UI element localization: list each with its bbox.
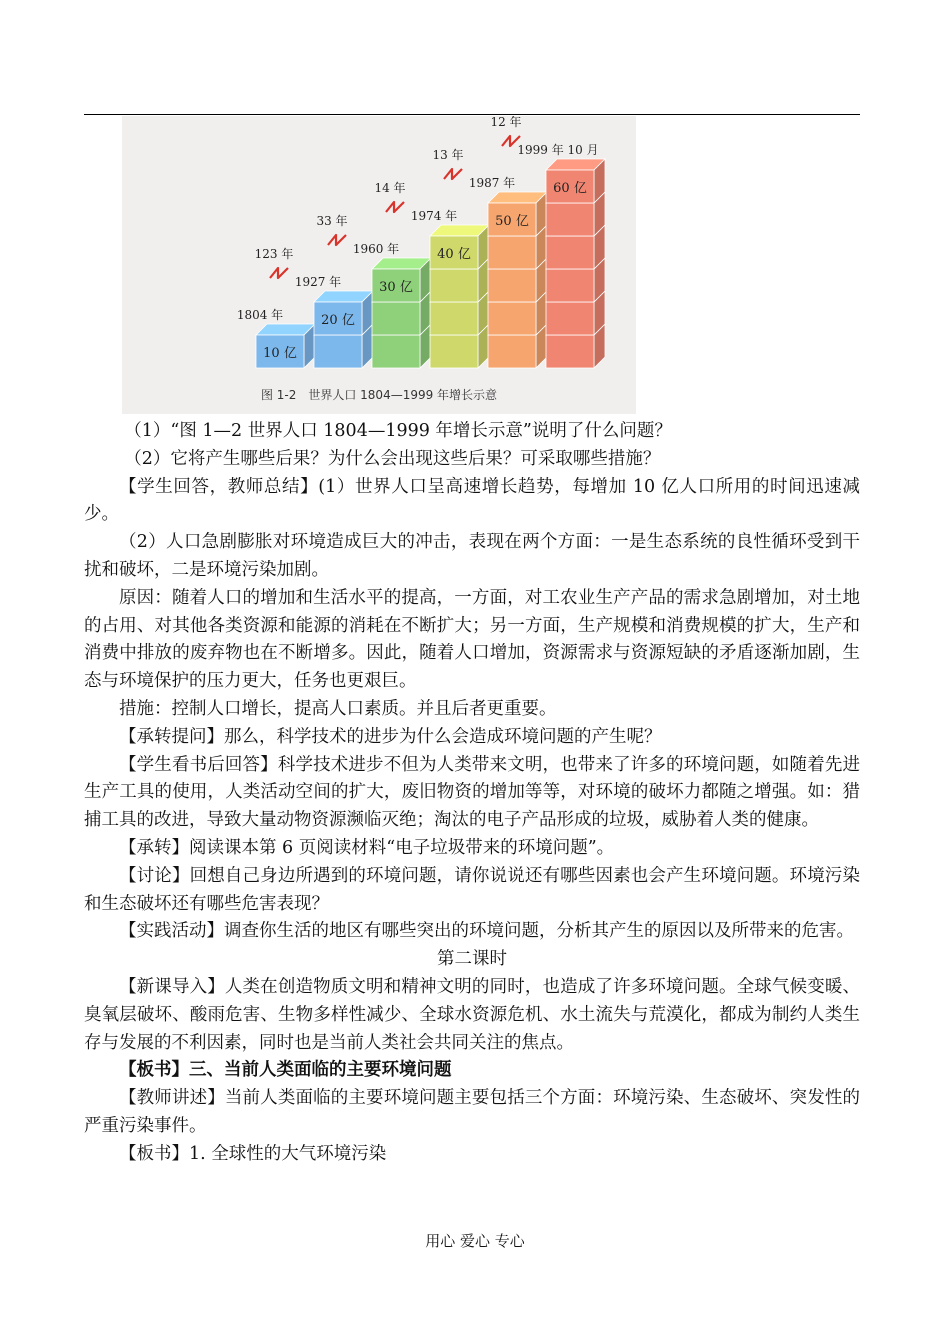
year-label: 1987 年	[468, 176, 516, 190]
block-front	[314, 335, 362, 368]
value-label: 20 亿	[321, 313, 355, 328]
board-heading-3: 【板书】三、当前人类面临的主要环境问题	[119, 1060, 452, 1081]
block-front	[546, 236, 594, 269]
value-label: 60 亿	[553, 181, 587, 196]
block-front	[488, 335, 536, 368]
population-growth-diagram	[122, 116, 636, 414]
block-front	[430, 302, 478, 335]
student-answer: 【学生回答，教师总结】(1）世界人口呈高速增长趋势，每增加 10 亿人口所用的时间迅速减少。	[84, 476, 860, 525]
measures-paragraph: 措施：控制人口增长，提高人口素质。并且后者更重要。	[119, 698, 557, 719]
board-item-1: 【板书】1. 全球性的大气环境污染	[119, 1143, 387, 1164]
question-2: （2）它将产生哪些后果？为什么会出现这些后果？可采取哪些措施？	[124, 448, 661, 469]
zigzag-icon	[270, 268, 288, 278]
new-lesson-intro: 【新课导入】人类在创造物质文明和精神文明的同时，也造成了许多环境问题。全球气候变暖、臭氧层破坏、酸雨危害、生物多样性减少、全球水资源危机、水土流失与荒漠化，都成为制约人类生存与发展的不利因素，同时也是当前人类社会共同关注的焦点。	[84, 976, 860, 1053]
block-front	[430, 269, 478, 302]
header-rule	[84, 114, 860, 115]
student-reading-answer: 【学生看书后回答】科学技术进步不但为人类带来文明，也带来了许多的环境问题，如随着先进生产工具的使用，人类活动空间的扩大，废旧物资的增加等等，对环境的破坏力都随之增强。如：猎捕工具的改进，导致大量动物资源濒临灭绝；淘汰的电子产品形成的垃圾，威胁着人类的健康。	[84, 754, 860, 831]
year-label: 1927 年	[294, 275, 342, 289]
block-front	[488, 236, 536, 269]
block-front	[546, 335, 594, 368]
discussion-paragraph: 【讨论】回想自己身边所遇到的环境问题，请你说说还有哪些因素也会产生环境问题。环境污染和生态破坏还有哪些危害表现？	[84, 865, 860, 914]
block-front	[488, 269, 536, 302]
block-front	[372, 335, 420, 368]
year-label: 1804 年	[236, 308, 284, 322]
section-title: 第二课时	[437, 949, 507, 970]
year-label: 1999 年 10 月	[517, 143, 599, 157]
interval-label: 12 年	[490, 116, 522, 129]
zigzag-icon	[386, 202, 404, 212]
value-label: 10 亿	[263, 346, 297, 361]
block-front	[546, 203, 594, 236]
transition-reading: 【承转】阅读课本第 6 页阅读材料“电子垃圾带来的环境问题”。	[119, 837, 615, 858]
interval-label: 33 年	[316, 214, 348, 228]
year-label: 1960 年	[352, 242, 400, 256]
value-label: 30 亿	[379, 280, 413, 295]
reasons-paragraph: 原因：随着人口的增加和生活水平的提高，一方面，对工农业生产产品的需求急剧增加，对土地的占用、对其他各类资源和能源的消耗在不断扩大；另一方面，生产规模和消费规模的扩大，生产和消费中排放的废弃物也在不断增多。因此，随着人口增加，资源需求与资源短缺的矛盾逐渐加剧，生态与环境保护的压力更大，任务也更艰巨。	[84, 587, 860, 692]
interval-label: 14 年	[374, 181, 406, 195]
block-front	[546, 302, 594, 335]
block-front	[546, 269, 594, 302]
transition-question: 【承转提问】那么，科学技术的进步为什么会造成环境问题的产生呢？	[119, 726, 662, 747]
answer-part-2: （2）人口急剧膨胀对环境造成巨大的冲击，表现在两个方面：一是生态系统的良性循环受到干扰和破坏，二是环境污染加剧。	[84, 532, 860, 580]
block-front	[488, 302, 536, 335]
zigzag-icon	[328, 235, 346, 245]
page-footer: 用心 爱心 专心	[425, 1232, 525, 1250]
interval-label: 13 年	[432, 148, 464, 162]
teacher-explanation: 【教师讲述】当前人类面临的主要环境问题主要包括三个方面：环境污染、生态破坏、突发性的严重污染事件。	[84, 1088, 860, 1136]
value-label: 50 亿	[495, 214, 529, 229]
question-1: （1）“图 1—2 世界人口 1804—1999 年增长示意”说明了什么问题？	[124, 421, 672, 441]
value-label: 40 亿	[437, 247, 471, 262]
block-front	[372, 302, 420, 335]
practice-activity: 【实践活动】调查你生活的地区有哪些突出的环境问题，分析其产生的原因以及所带来的危害。	[119, 921, 854, 942]
figure-caption: 图 1-2 世界人口 1804—1999 年增长示意	[260, 388, 498, 402]
lesson-content	[84, 418, 860, 1169]
population-growth-figure	[122, 116, 636, 414]
zigzag-icon	[444, 169, 462, 179]
interval-label: 123 年	[254, 247, 294, 261]
year-label: 1974 年	[410, 209, 458, 223]
block-front	[430, 335, 478, 368]
